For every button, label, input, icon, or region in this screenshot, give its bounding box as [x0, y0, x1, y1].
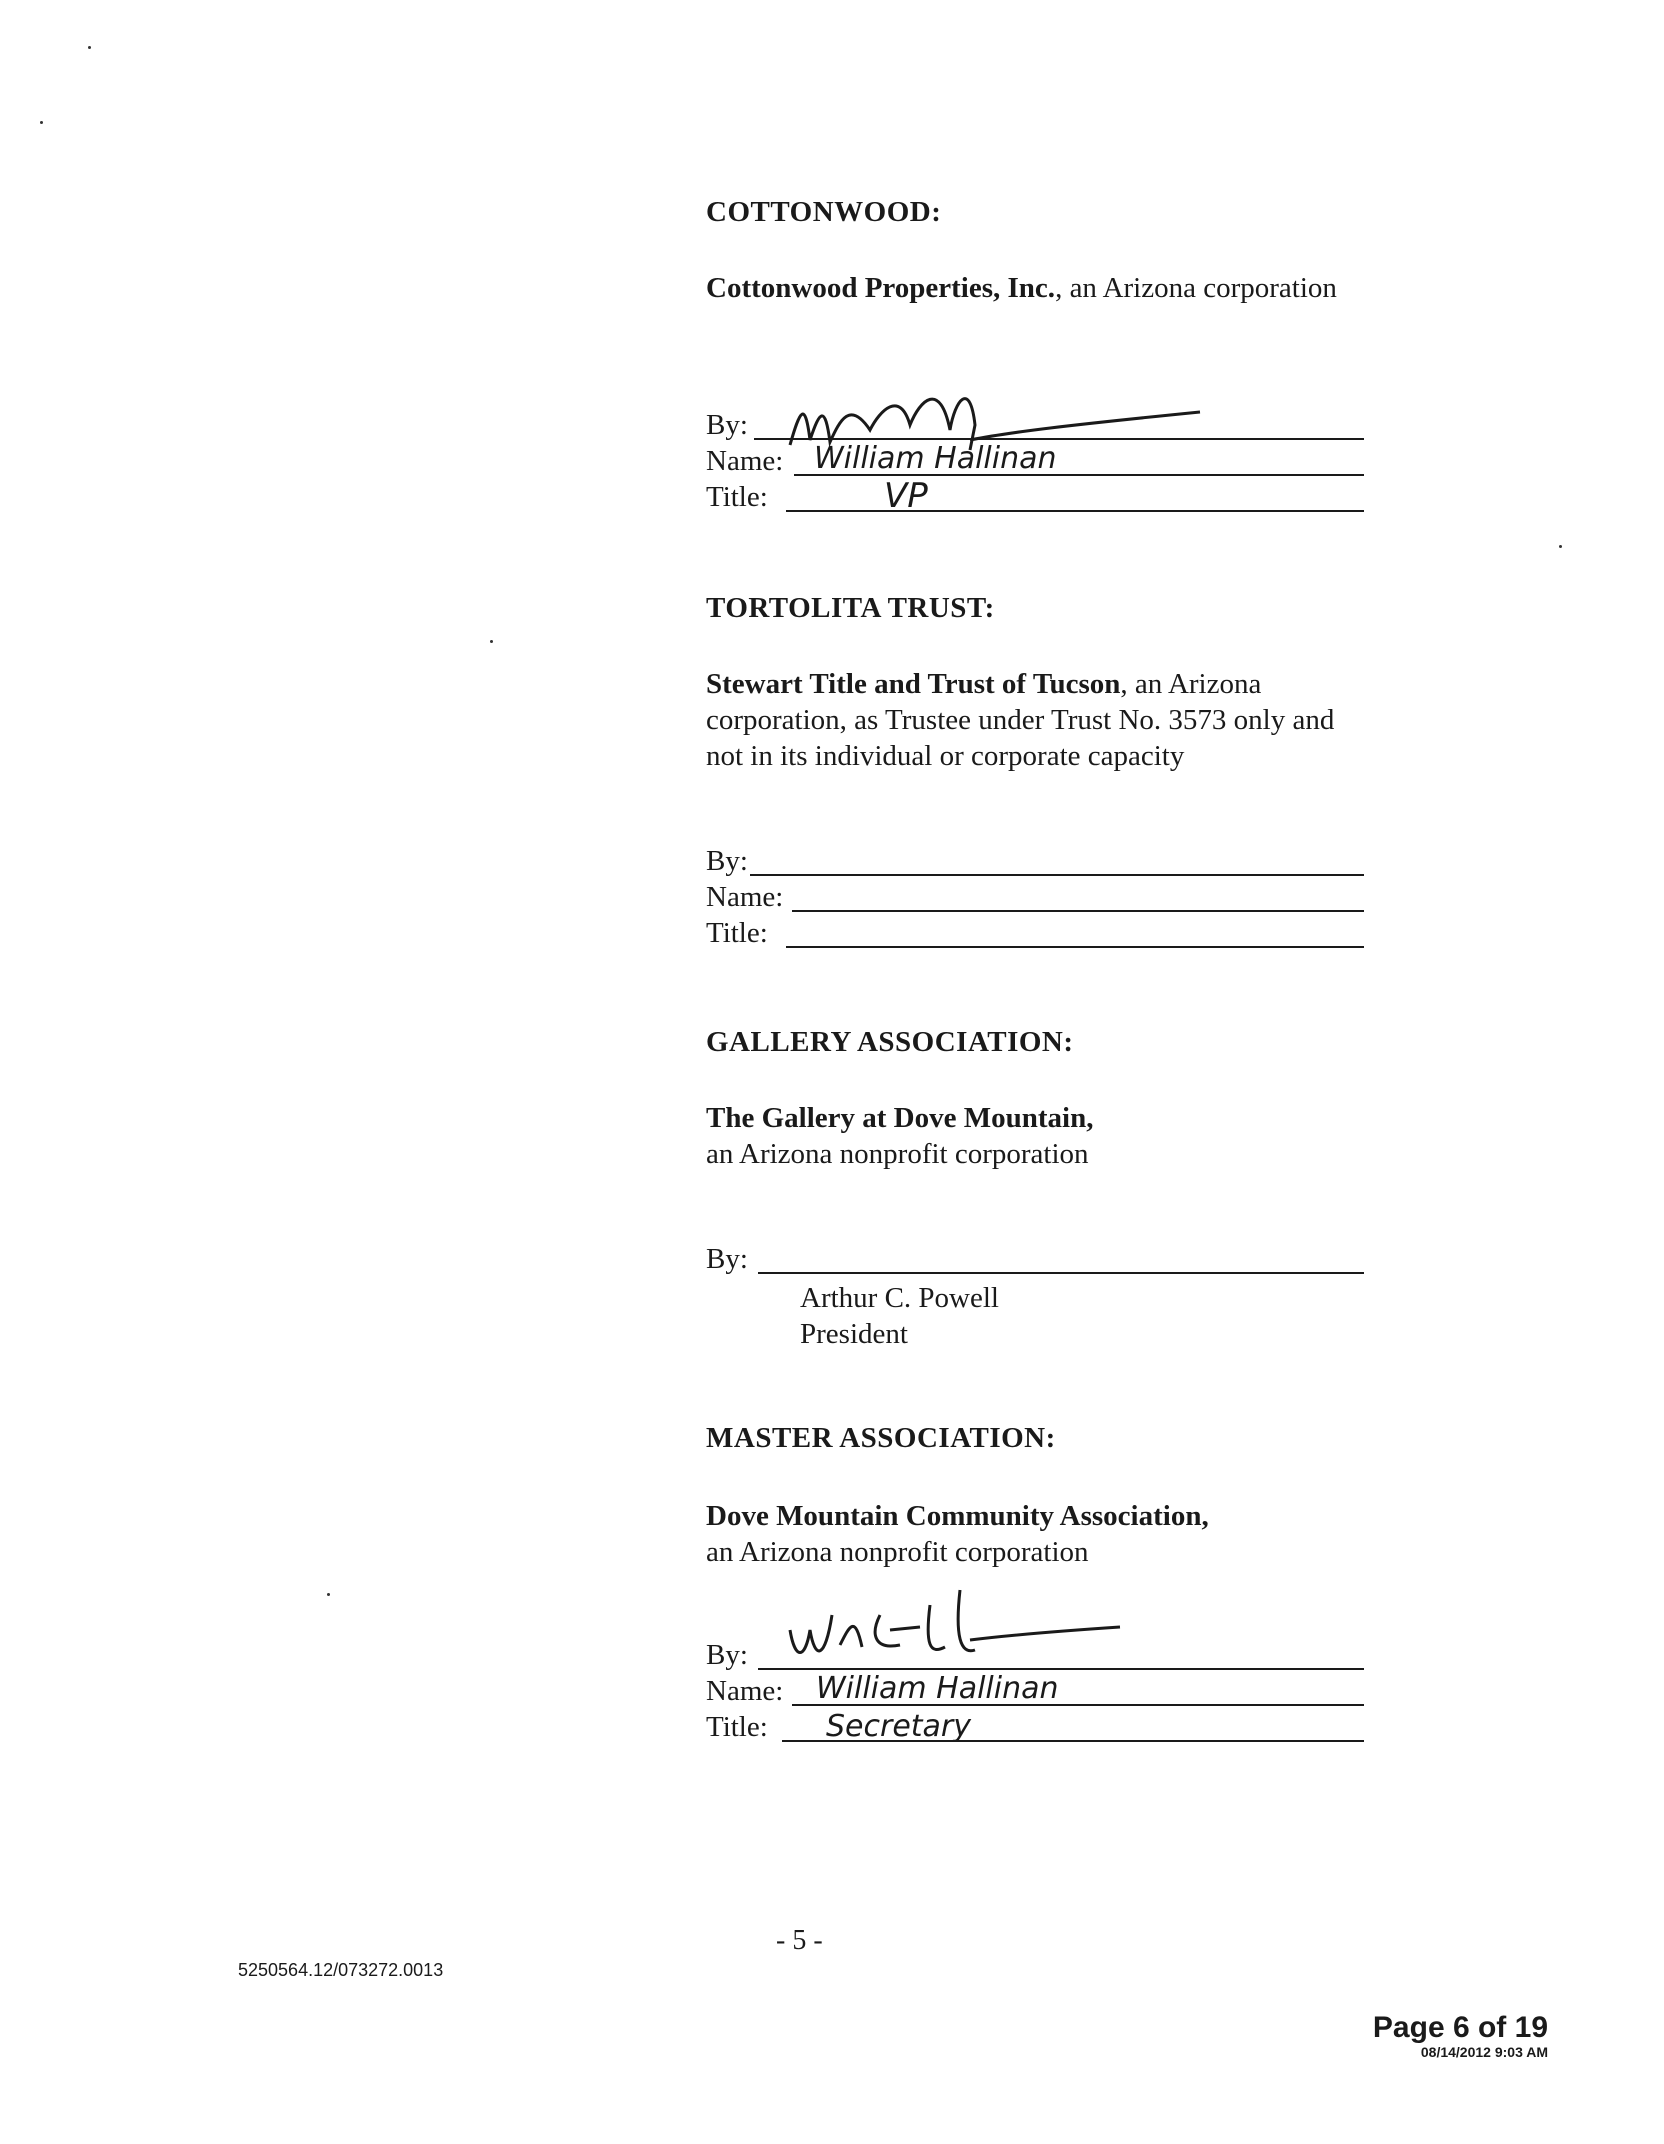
page-stamp	[1373, 2012, 1548, 2060]
scan-speck	[88, 46, 91, 49]
tortolita-title-line	[706, 918, 1364, 954]
title-label: Title:	[706, 1711, 768, 1743]
master-party	[706, 1498, 1366, 1570]
name-label: Name:	[706, 881, 784, 913]
gallery-signer-title: President	[800, 1318, 908, 1350]
page-stamp-timestamp: 08/14/2012 9:03 AM	[1420, 2044, 1548, 2060]
tortolita-name-line	[706, 882, 1364, 918]
scan-speck	[40, 121, 43, 124]
page-stamp-label: Page 6 of 19	[1372, 2011, 1548, 2044]
page-number: - 5 -	[776, 1925, 823, 1956]
gallery-signer-name: Arthur C. Powell	[800, 1282, 999, 1314]
master-title-handwritten: Secretary	[826, 1709, 972, 1744]
tortolita-by-line	[706, 846, 1364, 882]
gallery-entity-name: The Gallery at Dove Mountain,	[706, 1102, 1094, 1134]
scan-speck	[1559, 545, 1562, 548]
cottonwood-name-line	[706, 441, 1364, 482]
tortolita-party	[706, 666, 1366, 774]
tortolita-heading: TORTOLITA TRUST:	[706, 592, 995, 624]
cottonwood-title-line	[706, 476, 1364, 518]
title-label: Title:	[706, 481, 768, 513]
gallery-entity-desc: an Arizona nonprofit corporation	[706, 1138, 1089, 1170]
master-heading: MASTER ASSOCIATION:	[706, 1422, 1056, 1454]
name-label: Name:	[706, 1675, 784, 1707]
cottonwood-heading: COTTONWOOD:	[706, 196, 942, 228]
title-label: Title:	[706, 917, 768, 949]
master-entity-name: Dove Mountain Community Association,	[706, 1500, 1209, 1532]
cottonwood-title-handwritten: VP	[884, 476, 928, 516]
gallery-heading: GALLERY ASSOCIATION:	[706, 1026, 1074, 1058]
cottonwood-entity-name: Cottonwood Properties, Inc.	[706, 272, 1056, 304]
master-name-handwritten: William Hallinan	[816, 1671, 1059, 1706]
scan-speck	[490, 640, 493, 643]
master-name-line	[706, 1671, 1364, 1712]
cottonwood-name-handwritten: William Hallinan	[814, 441, 1057, 476]
by-label: By:	[706, 1639, 748, 1671]
by-label: By:	[706, 845, 748, 877]
by-label: By:	[706, 1243, 748, 1275]
by-label: By:	[706, 409, 748, 441]
cottonwood-entity-desc: , an Arizona corporation	[1055, 272, 1337, 304]
gallery-party	[706, 1100, 1366, 1172]
gallery-signer	[800, 1280, 1200, 1352]
document-id: 5250564.12/073272.0013	[238, 1960, 444, 1980]
scan-speck	[327, 1593, 330, 1596]
name-label: Name:	[706, 445, 784, 477]
master-entity-desc: an Arizona nonprofit corporation	[706, 1536, 1089, 1568]
cottonwood-party	[706, 270, 1366, 306]
gallery-by-line	[706, 1244, 1364, 1280]
master-title-line	[706, 1709, 1364, 1748]
tortolita-entity-desc: , an Arizona corporation, as Trustee under Trust No. 3573 only and not in its individual or corporate capacity	[706, 668, 1335, 772]
tortolita-entity-name: Stewart Title and Trust of Tucson	[706, 668, 1121, 700]
